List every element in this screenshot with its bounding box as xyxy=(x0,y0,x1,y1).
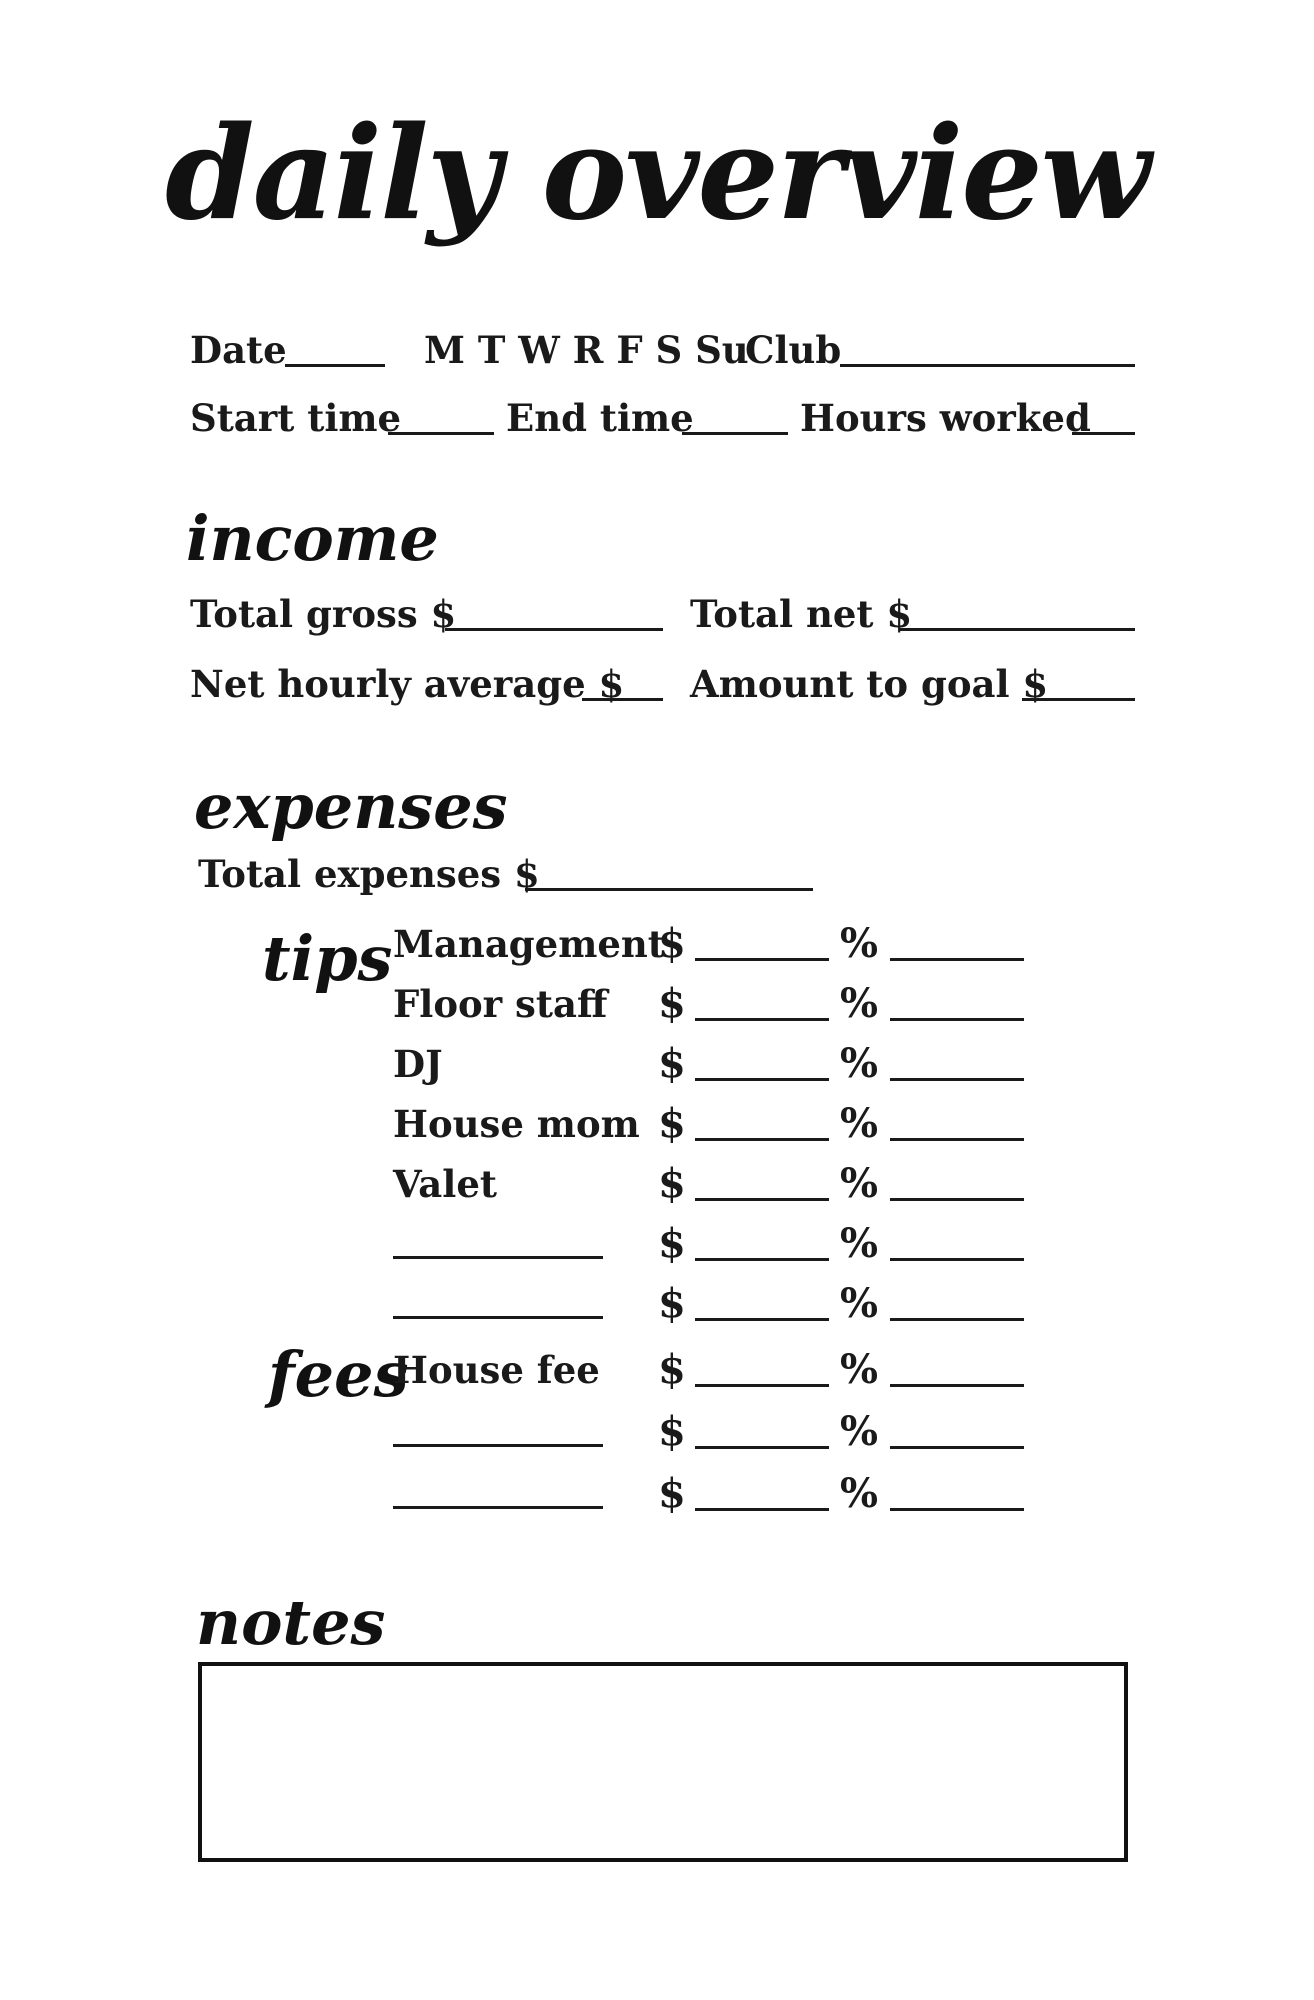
expense-item-name-field[interactable] xyxy=(393,1506,603,1509)
dollar-sign: $ xyxy=(658,1040,686,1087)
percent-sign: % xyxy=(840,1160,879,1207)
expense-item-label: Management xyxy=(393,922,665,966)
net-hourly-label: Net hourly average $ xyxy=(190,662,625,706)
net-hourly-field[interactable] xyxy=(582,698,663,701)
percent-sign: % xyxy=(840,1280,879,1327)
amount-field[interactable] xyxy=(695,1138,829,1141)
percent-sign: % xyxy=(840,1100,879,1147)
percent-sign: % xyxy=(840,1220,879,1267)
total-net-field[interactable] xyxy=(900,628,1135,631)
percent-field[interactable] xyxy=(890,1508,1024,1511)
percent-field[interactable] xyxy=(890,1198,1024,1201)
total-gross-field[interactable] xyxy=(445,628,663,631)
page-title: daily overview xyxy=(165,99,1149,249)
dollar-sign: $ xyxy=(658,1160,686,1207)
income-heading: income xyxy=(186,502,439,575)
expense-item-label: DJ xyxy=(393,1042,443,1086)
percent-field[interactable] xyxy=(890,1138,1024,1141)
date-field[interactable] xyxy=(285,364,385,367)
amount-field[interactable] xyxy=(695,1446,829,1449)
end-time-field[interactable] xyxy=(682,432,788,435)
total-expenses-label: Total expenses $ xyxy=(198,852,540,896)
percent-sign: % xyxy=(840,1470,879,1517)
total-expenses-field[interactable] xyxy=(525,888,813,891)
notes-heading: notes xyxy=(196,1586,386,1659)
amount-field[interactable] xyxy=(695,1018,829,1021)
total-gross-label: Total gross $ xyxy=(190,592,457,636)
amount-to-goal-label: Amount to goal $ xyxy=(690,662,1049,706)
club-label: Club xyxy=(745,328,842,372)
total-net-label: Total net $ xyxy=(690,592,913,636)
percent-sign: % xyxy=(840,1408,879,1455)
amount-field[interactable] xyxy=(695,1384,829,1387)
weekday-options[interactable]: M T W R F S Su xyxy=(424,328,749,372)
expense-item-name-field[interactable] xyxy=(393,1444,603,1447)
dollar-sign: $ xyxy=(658,980,686,1027)
amount-field[interactable] xyxy=(695,958,829,961)
percent-field[interactable] xyxy=(890,1446,1024,1449)
percent-sign: % xyxy=(840,920,879,967)
start-time-label: Start time xyxy=(190,396,402,440)
club-field[interactable] xyxy=(840,364,1135,367)
dollar-sign: $ xyxy=(658,1408,686,1455)
percent-field[interactable] xyxy=(890,1018,1024,1021)
dollar-sign: $ xyxy=(658,1470,686,1517)
hours-worked-field[interactable] xyxy=(1072,432,1135,435)
percent-field[interactable] xyxy=(890,1078,1024,1081)
amount-to-goal-field[interactable] xyxy=(1022,698,1135,701)
date-label: Date xyxy=(190,328,287,372)
expense-item-label: Valet xyxy=(393,1162,497,1206)
percent-sign: % xyxy=(840,1040,879,1087)
expense-item-name-field[interactable] xyxy=(393,1256,603,1259)
dollar-sign: $ xyxy=(658,1220,686,1267)
dollar-sign: $ xyxy=(658,920,686,967)
percent-field[interactable] xyxy=(890,958,1024,961)
fees-heading: fees xyxy=(268,1338,409,1411)
start-time-field[interactable] xyxy=(388,432,494,435)
expense-item-label: House fee xyxy=(393,1348,600,1392)
hours-worked-label: Hours worked xyxy=(800,396,1091,440)
notes-box[interactable] xyxy=(198,1662,1128,1862)
end-time-label: End time xyxy=(506,396,694,440)
amount-field[interactable] xyxy=(695,1508,829,1511)
dollar-sign: $ xyxy=(658,1100,686,1147)
expenses-heading: expenses xyxy=(194,770,508,843)
percent-sign: % xyxy=(840,1346,879,1393)
percent-field[interactable] xyxy=(890,1384,1024,1387)
percent-sign: % xyxy=(840,980,879,1027)
dollar-sign: $ xyxy=(658,1280,686,1327)
expense-item-name-field[interactable] xyxy=(393,1316,603,1319)
expense-item-label: House mom xyxy=(393,1102,640,1146)
dollar-sign: $ xyxy=(658,1346,686,1393)
expense-item-label: Floor staff xyxy=(393,982,608,1026)
amount-field[interactable] xyxy=(695,1318,829,1321)
amount-field[interactable] xyxy=(695,1258,829,1261)
percent-field[interactable] xyxy=(890,1318,1024,1321)
tips-heading: tips xyxy=(262,922,393,995)
amount-field[interactable] xyxy=(695,1078,829,1081)
percent-field[interactable] xyxy=(890,1258,1024,1261)
amount-field[interactable] xyxy=(695,1198,829,1201)
